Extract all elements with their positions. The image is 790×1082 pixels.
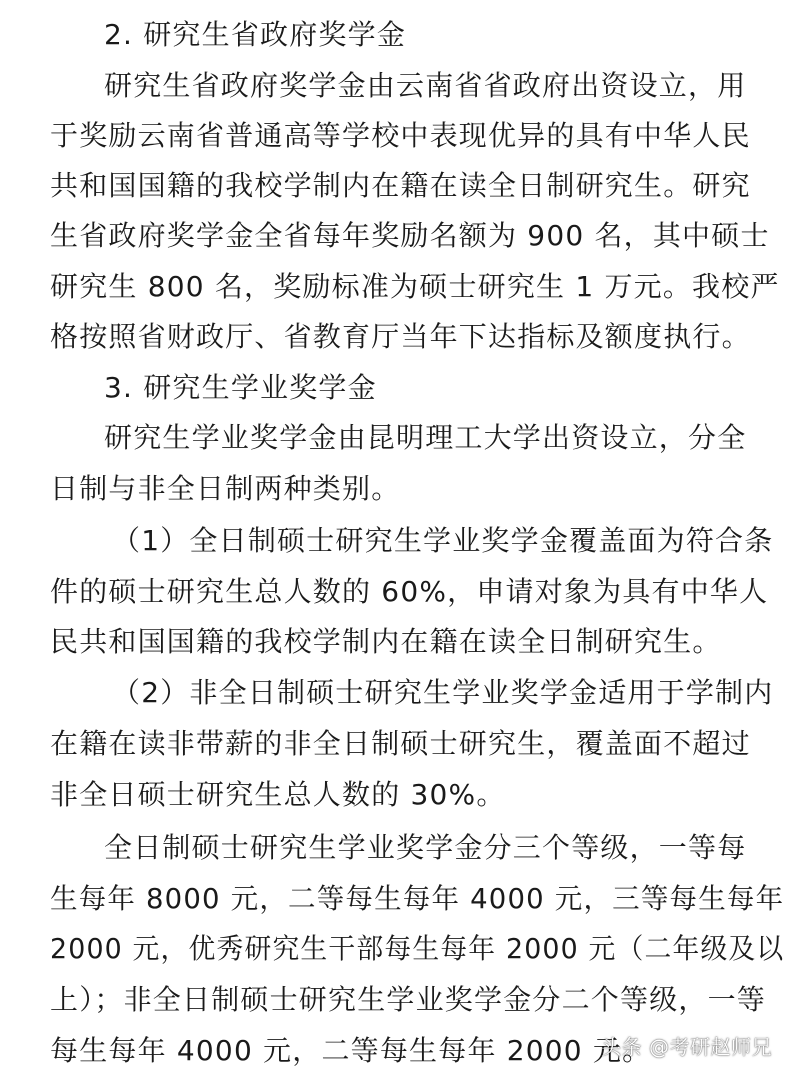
paragraph-line: 生每年 8000 元，二等每生每年 4000 元，三等每生每年 <box>50 882 785 915</box>
paragraph-line: 日制与非全日制两种类别。 <box>50 472 401 505</box>
paragraph-line: 研究生 800 名，奖励标准为硕士研究生 1 万元。我校严 <box>50 270 780 303</box>
paragraph-line: 研究生省政府奖学金由云南省省政府出资设立，用 <box>104 69 747 102</box>
paragraph-line: 共和国国籍的我校学制内在籍在读全日制研究生。研究 <box>50 169 751 202</box>
paragraph-line: 2000 元，优秀研究生干部每生每年 2000 元（二年级及以 <box>50 932 785 965</box>
paragraph-line: （2）非全日制硕士研究生学业奖学金适用于学制内 <box>112 676 774 709</box>
paragraph-line: 上）；非全日制硕士研究生学业奖学金分二个等级，一等 <box>50 983 767 1016</box>
watermark: 头条 @考研赵师兄 <box>601 1035 772 1059</box>
section-heading: 3. 研究生学业奖学金 <box>104 371 377 404</box>
paragraph-line: 于奖励云南省普通高等学校中表现优异的具有中华人民 <box>50 119 751 152</box>
paragraph-line: 在籍在读非带薪的非全日制硕士研究生，覆盖面不超过 <box>50 727 751 760</box>
paragraph-line: 生省政府奖学金全省每年奖励名额为 900 名，其中硕士 <box>50 219 770 252</box>
paragraph-line: 研究生学业奖学金由昆明理工大学出资设立，分全 <box>104 421 747 454</box>
paragraph-line: （1）全日制硕士研究生学业奖学金覆盖面为符合条 <box>112 524 774 557</box>
paragraph-line: 非全日硕士研究生总人数的 30%。 <box>50 778 506 811</box>
paragraph-line: 每生每年 4000 元，二等每生每年 2000 元。 <box>50 1034 652 1067</box>
paragraph-line: 格按照省财政厅、省教育厅当年下达指标及额度执行。 <box>50 320 751 353</box>
paragraph-line: 件的硕士研究生总人数的 60%，申请对象为具有中华人 <box>50 575 769 608</box>
paragraph-line: 全日制硕士研究生学业奖学金分三个等级，一等每 <box>104 831 747 864</box>
paragraph-line: 民共和国国籍的我校学制内在籍在读全日制研究生。 <box>50 625 722 658</box>
section-heading: 2. 研究生省政府奖学金 <box>104 18 407 51</box>
